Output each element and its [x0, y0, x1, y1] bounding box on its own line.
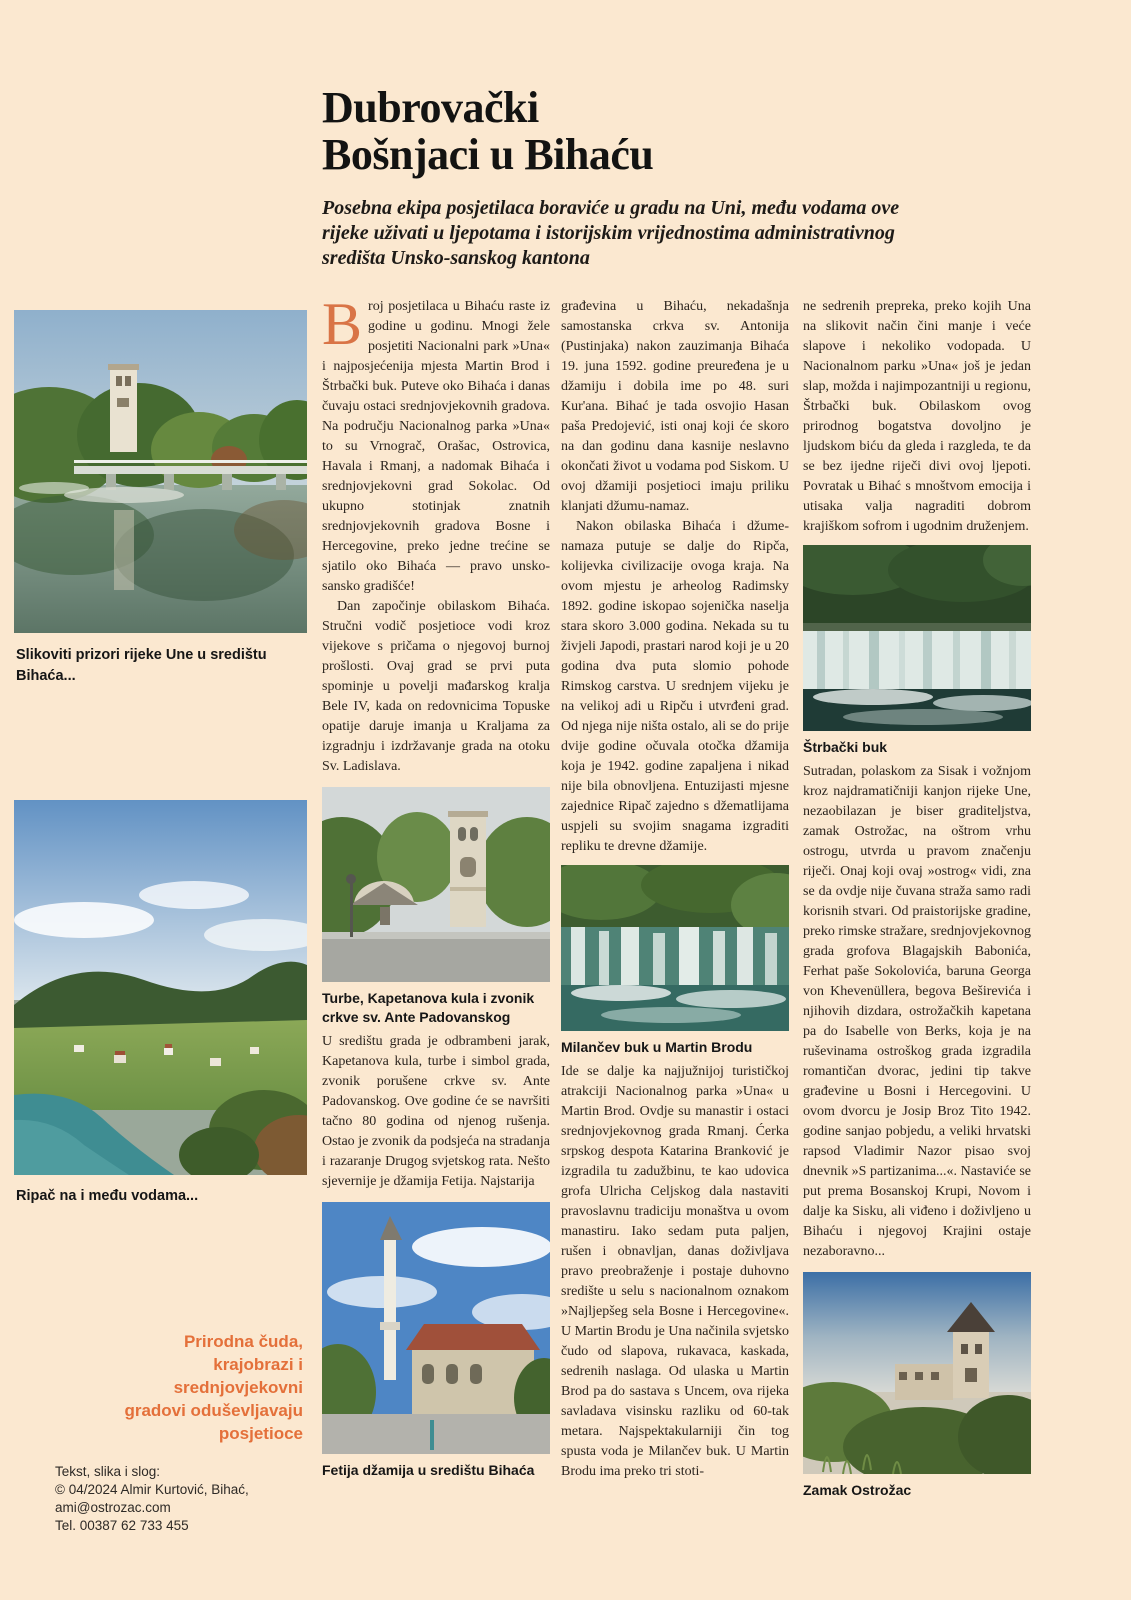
text-column-1: [322, 291, 550, 1485]
caption-milancev: Milančev buk u Martin Brodu: [561, 1039, 753, 1055]
photo-fetija-mosque: [322, 1202, 550, 1454]
pull-quote-line: gradovi oduševljavaju: [124, 1401, 303, 1420]
milancev-buk-illustration: [561, 865, 789, 1031]
page-title-line2: Bošnjaci u Bihaću: [322, 130, 654, 179]
caption-turbe: Turbe, Kapetanova kula i zvonik crkve sv. Ante Padovanskog: [322, 990, 535, 1025]
credits-phone: Tel. 00387 62 733 455: [55, 1518, 189, 1533]
paragraph: U središtu grada je odbrambeni jarak, Kapetanova kula, turbe i simbol grada, zvonik porušene crkve sv. Ante Padovanskog. Ove godine će se navršiti tačno 80 godina od njenog rušenja. Ostao je zvonik da podsjeća na stradanja i razaranje Drugog svjetskog rata. Nešto sjevernije je džamija Fetija. Najstarija: [322, 1034, 550, 1189]
paragraph: Nakon obilaska Bihaća i džume-namaza putuje se dalje do Ripča, kolijevka civilizacije ovoga kraja. Na ovom mjestu je arheolog Radimsky 1892. godine iskopao sojenička naselja stara skoro 3.000 godina. Nekada su tu živjeli Japodi, prastari narod koji je u 20 godina dva puta slomio pohode Rimskog carstva. U srednjem vijeku je na velikoj adi u Ripču i utvrđeni grad. Od njega nije ništa ostalo, ali se do prije dvije godine očuvala otočka džamija koja je 1942. godine zapaljena i nikad nije bila obnovljena. Entuzijasti mjesne zajednice Ripač zajedno s džematlijama uspjeli su svojim snagama izgraditi repliku te drevne džamije.: [561, 519, 789, 854]
caption-fetija: Fetija džamija u središtu Bihaća: [322, 1462, 535, 1478]
paragraph: Sutradan, polaskom za Sisak i vožnjom kroz najdramatičniji kanjon rijeke Une, nezaobilazan je biser graditeljstva, zamak Ostrožac, na oštrom vrhu ostrogu, utvrda u pravom značenju riječi. Onaj koji ovaj »ostrog« vidi, zna se da ovdje nije čuvana straža samo radi korisnih stvari. Od praistorijske gradine, preko rimske stražare, srednjovjekovnog grada grofova Blagajskih Babonića, Ferhat paše Sokolovića, baruna Georga von Khevenüllera, begova Beširevića i njihovih dizdara, ostrožačkih kapetana pa do Isabelle von Berks, koja je na ruševinama ostroškog grada izgradila romantičan dvorac, jedini tip takve građevine u Bosni i Hercegovini. U ovom dvorcu je Josip Broz Tito 1942. godine sanjao pobjedu, a veliki hrvatski rapsod Vladimir Nazor pisao svoj dnevnik »S partizanima...«. Nastaviće se put prema Bosanskoj Krupi, Novom i dalje ka Sisku, ali viđeno i doživljeno u Bihaću i njegovoj Krajini ostaje nezaboravno...: [803, 764, 1031, 1259]
paragraph: Dan započinje obilaskom Bihaća. Stručni vodič posjetioce vodi kroz vijekove s pričama o njegovoj burnoj prošlosti. Ovaj grad se prvi puta spominje u povelji mađarskog kralja Bele IV, kada on redovnicima Topuske opatije daruje imanja u Kraljama za izgradnju i izdržavanje grada na otoku Sv. Ladislava.: [322, 599, 550, 774]
photo-zamak-ostrozac: [803, 1272, 1031, 1474]
caption-zamak: Zamak Ostrožac: [803, 1482, 912, 1498]
credits-line: © 04/2024 Almir Kurtović, Bihać,: [55, 1482, 249, 1497]
photo-milancev-buk: [561, 865, 789, 1031]
paragraph: građevina u Bihaću, nekadašnja samostanska crkva sv. Antonija (Pustinjaka) nakon zauzimanja Bihaća 19. juna 1592. godine preuređena je u džamiju i dobila ime po 48. suri Kur'ana. Bihać je tada osvojio Hasan paša Predojević, isti onaj koji će skoro na dan godinu dana kasnije neslavno okončati život u vodama pod Siskom. U ovoj džamiji posjetioci imaju priliku klanjati džumu-namaz.: [561, 299, 789, 514]
caption-una-river: Slikoviti prizori rijeke Une u središtu Bihaća...: [16, 647, 267, 684]
article-lede: Posebna ekipa posjetilaca boraviće u gradu na Uni, među vodama ove rijeke uživati u ljepotama i istorijskim vrijednostima administrativnog središta Unsko-sanskog kantona: [322, 197, 900, 269]
photo-strbacki-buk: [803, 545, 1031, 731]
credits-line: Tekst, slika i slog:: [55, 1464, 161, 1479]
caption-ripac: Ripač na i među vodama...: [16, 1188, 199, 1204]
text-column-2: [561, 297, 789, 1482]
pull-quote: [88, 1330, 303, 1445]
paragraph: Ide se dalje ka najjužnijoj turističkoj atrakciji Nacionalnog parka »Una« u Martin Brod. Ovdje su manastir i ostaci srednjovjekovnog grada Rmanj. Ćerka srpskog despota Katarina Branković je izgradila tu zadužbinu, te kao udovica grofa Ulricha Celjskog dala nastaviti pravoslavnu tradiciju monaštva u ovom manastiru. Iako sedam puta paljen, rušen i obnavljan, danas doživljava pravo preobraženje i postaje duhovno središte u selu s nacionalnom oznakom »Najljepšeg sela Bosne i Hercegovine«. U Martin Brodu je Una načinila svjetsko čudo od slapova, rukavaca, kaskada, sedrenih naslaga. Od ulaska u Martin Brod pa do sastava s Uncem, ova rijeka savladava visinsku razliku od 60-tak metara. Najspektakularniji čin tog spusta voda je Milančev buk. U Martin Brodu ima preko tri stoti-: [561, 1064, 789, 1479]
fetija-mosque-illustration: [322, 1202, 550, 1454]
drop-cap: B: [322, 291, 363, 357]
paragraph: ne sedrenih prepreka, preko kojih Una na slikovit način čini manje i veće slapove i nekoliko vodopada. U Nacionalnom parku »Una« još je jedan slap, možda i najimpozantniji u regionu, Štrbački buk. Obilaskom ovog prirodnog bogatstva dovoljno je ljudskom biću da gleda i razgleda, te da se bez ijedne riječi divi ovoj ljepoti. Povratak u Bihać s mnoštvom emocija i utisaka valja nagraditi dobrom krajiškom sofrom i ugodnim druženjem.: [803, 299, 1031, 534]
text-column-3: [803, 297, 1031, 1505]
page-title: [322, 84, 1022, 178]
pull-quote-line: Prirodna čuda,: [183, 1332, 303, 1351]
left-photo-rail: [14, 0, 307, 1600]
photo-ripac-valley: [14, 800, 307, 1175]
paragraph-text: roj posjetilaca u Bihaću raste iz godine u godinu. Mnogi žele posjetiti Nacionalni park »Una« i najposjećenija mjesta Martin Brod i Štrbački buk. Puteve oko Bihaća i danas čuvaju ostaci srednjovjekovnih gradova. Na području Nacionalnog parka »Una« to su Vrnograč, Orašac, Ostrovica, Havala i Rmanj, a nadomak Bihaća i srednjovjekovni grad Sokolac. Od ukupno stotinjak znatnih srednjovjekovnih gradova Bosne i Hercegovine, preko jedne trećine se sjatilo oko Bihaća — pravo unsko-sansko gradišće!: [322, 299, 550, 594]
page-title-line1: Dubrovački: [322, 83, 539, 132]
strbacki-buk-illustration: [803, 545, 1031, 731]
photo-una-river-bihac: [14, 310, 307, 633]
una-river-illustration: [14, 310, 307, 633]
credits-email: ami@ostrozac.com: [55, 1500, 171, 1515]
pull-quote-line: posjetioce: [218, 1424, 303, 1443]
credits-block: [55, 1463, 305, 1535]
pull-quote-line: krajobrazi i: [213, 1355, 303, 1374]
paragraph: [322, 291, 550, 597]
turbe-illustration: [322, 787, 550, 982]
ripac-valley-illustration: [14, 800, 307, 1175]
caption-strbacki: Štrbački buk: [803, 739, 888, 755]
zamak-ostrozac-illustration: [803, 1272, 1031, 1474]
pull-quote-line: srednjovjekovni: [173, 1378, 303, 1397]
photo-turbe-tower: [322, 787, 550, 982]
